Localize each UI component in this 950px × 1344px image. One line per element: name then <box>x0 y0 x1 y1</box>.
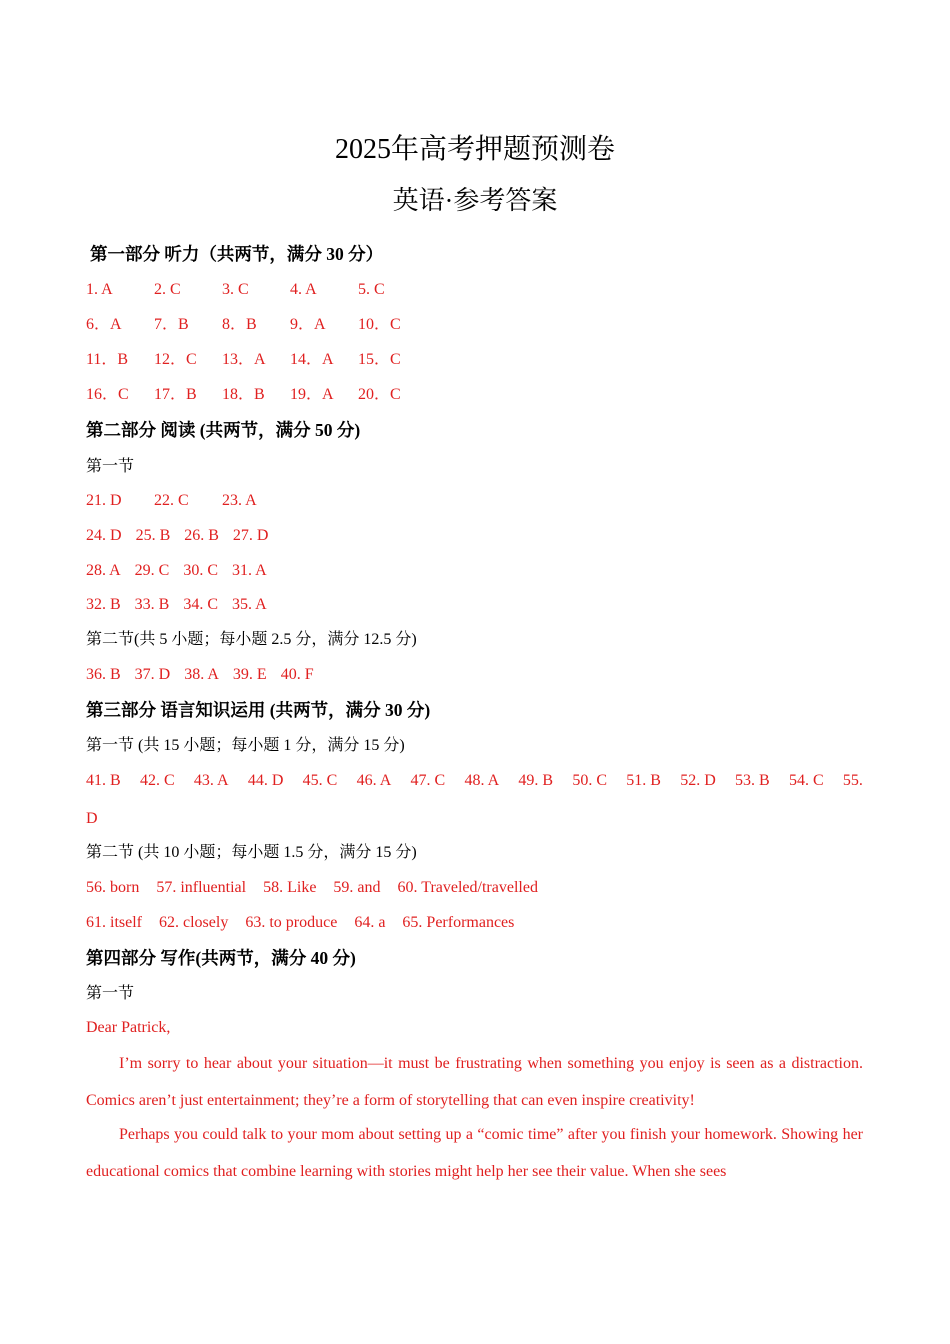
answer: 43. A <box>193 772 229 789</box>
answer: 54. C <box>788 772 824 789</box>
part4-heading: 第四部分 写作(共两节，满分 40 分) <box>86 948 356 968</box>
answer: 19．A <box>290 386 334 403</box>
answer: 14．A <box>290 351 334 368</box>
part3-section1-label: 第一节 (共 15 小题；每小题 1 分，满分 15 分) <box>86 737 405 754</box>
answer: 20．C <box>358 386 401 403</box>
answer: 1. A <box>86 281 113 298</box>
part2-row-4 <box>86 592 281 618</box>
part1-row-4 <box>86 382 426 408</box>
answer: 56. born <box>86 879 140 896</box>
answer: 2. C <box>154 281 181 298</box>
part2-row-1 <box>86 488 290 514</box>
answer: 64. a <box>354 914 386 931</box>
page-subtitle: 英语·参考答案 <box>392 186 558 215</box>
answer: 23. A <box>222 492 257 509</box>
part3-row-1 <box>86 768 863 794</box>
answer: 46. A <box>356 772 392 789</box>
answer: 53. B <box>735 772 770 789</box>
answer: 37. D <box>134 666 171 683</box>
answer: 18．B <box>222 386 265 403</box>
answer: 33. B <box>134 596 170 613</box>
answer: 51. B <box>626 772 661 789</box>
answer: 59. and <box>333 879 381 896</box>
part3-section2-label: 第二节 (共 10 小题；每小题 1.5 分，满分 15 分) <box>86 844 417 861</box>
answer: 57. influential <box>156 879 247 896</box>
part1-row-2 <box>86 312 426 338</box>
answer: 9．A <box>290 316 326 333</box>
answer: 24. D <box>86 527 122 544</box>
answer: 35. A <box>232 596 267 613</box>
part2-row-3 <box>86 558 281 584</box>
answer: 32. B <box>86 596 121 613</box>
answer: 17．B <box>154 386 197 403</box>
answer: 4. A <box>290 281 317 298</box>
part3-row-3 <box>86 910 514 936</box>
answer: 39. E <box>232 666 267 683</box>
answer: 22. C <box>154 492 189 509</box>
answer: 50. C <box>572 772 607 789</box>
answer: 36. B <box>86 666 121 683</box>
answer: 29. C <box>134 562 170 579</box>
answer: 40. F <box>280 666 314 683</box>
answer: 31. A <box>232 562 267 579</box>
answer: 49. B <box>518 772 554 789</box>
part2-row-5 <box>86 662 328 688</box>
part3-heading: 第三部分 语言知识运用 (共两节，满分 30 分) <box>86 700 431 720</box>
answer: 11．B <box>86 351 129 368</box>
answer: 44. D <box>247 772 284 789</box>
part2-row-2 <box>86 523 282 549</box>
answer: 52. D <box>680 772 716 789</box>
part1-row-3 <box>86 347 426 373</box>
answer: 61. itself <box>86 914 142 931</box>
answer: 28. A <box>86 562 121 579</box>
part3-row-1-wrap: D <box>86 810 98 827</box>
part2-heading: 第二部分 阅读 (共两节，满分 50 分) <box>86 420 361 440</box>
answer: 5. C <box>358 281 385 298</box>
part4-section1-label: 第一节 <box>86 985 135 1002</box>
answer: 15．C <box>358 351 401 368</box>
part1-heading: 第一部分 听力（共两节，满分 30 分） <box>90 244 384 264</box>
part2-section1-label: 第一节 <box>86 458 135 475</box>
answer: 60. Traveled/travelled <box>397 879 538 896</box>
answer: 25. B <box>135 527 171 544</box>
part3-row-2 <box>86 875 538 901</box>
answer: 16．C <box>86 386 129 403</box>
answer: 63. to produce <box>245 914 338 931</box>
answer: 38. A <box>184 666 219 683</box>
answer: 21. D <box>86 492 122 509</box>
letter-greeting: Dear Patrick, <box>86 1019 171 1036</box>
answer: 13．A <box>222 351 266 368</box>
answer: 42. C <box>139 772 175 789</box>
answer: 12．C <box>154 351 197 368</box>
answer: 55. <box>842 772 863 789</box>
answer: 41. B <box>86 772 121 789</box>
answer: 10．C <box>358 316 401 333</box>
answer: 27. D <box>232 527 269 544</box>
answer: 62. closely <box>159 914 229 931</box>
answer: 48. A <box>464 772 500 789</box>
answer: 58. Like <box>263 879 317 896</box>
answer: 8．B <box>222 316 257 333</box>
answer: 30. C <box>183 562 219 579</box>
answer: 7．B <box>154 316 189 333</box>
part2-section2-label: 第二节(共 5 小题；每小题 2.5 分，满分 12.5 分) <box>86 631 417 648</box>
part1-row-1 <box>86 277 426 303</box>
answer: 45. C <box>302 772 338 789</box>
page-title: 2025年高考押题预测卷 <box>334 134 615 165</box>
answer: 65. Performances <box>402 914 515 931</box>
letter-paragraph-1: I’m sorry to hear about your situation—it must be frustrating when something you enjoy is seen as a distraction. Comics aren’t just entertainment; they’re a form of storytelling that can even inspire creativity! <box>86 1055 863 1109</box>
answer: 47. C <box>410 772 446 789</box>
answer: 3. C <box>222 281 249 298</box>
answer: 34. C <box>183 596 219 613</box>
answer: 6．A <box>86 316 122 333</box>
letter-paragraph-2: Perhaps you could talk to your mom about setting up a “comic time” after you finish your homework. Showing her educational comics that combine learning with stories might help her see their value. When she sees <box>86 1126 863 1180</box>
answer: 26. B <box>184 527 219 544</box>
